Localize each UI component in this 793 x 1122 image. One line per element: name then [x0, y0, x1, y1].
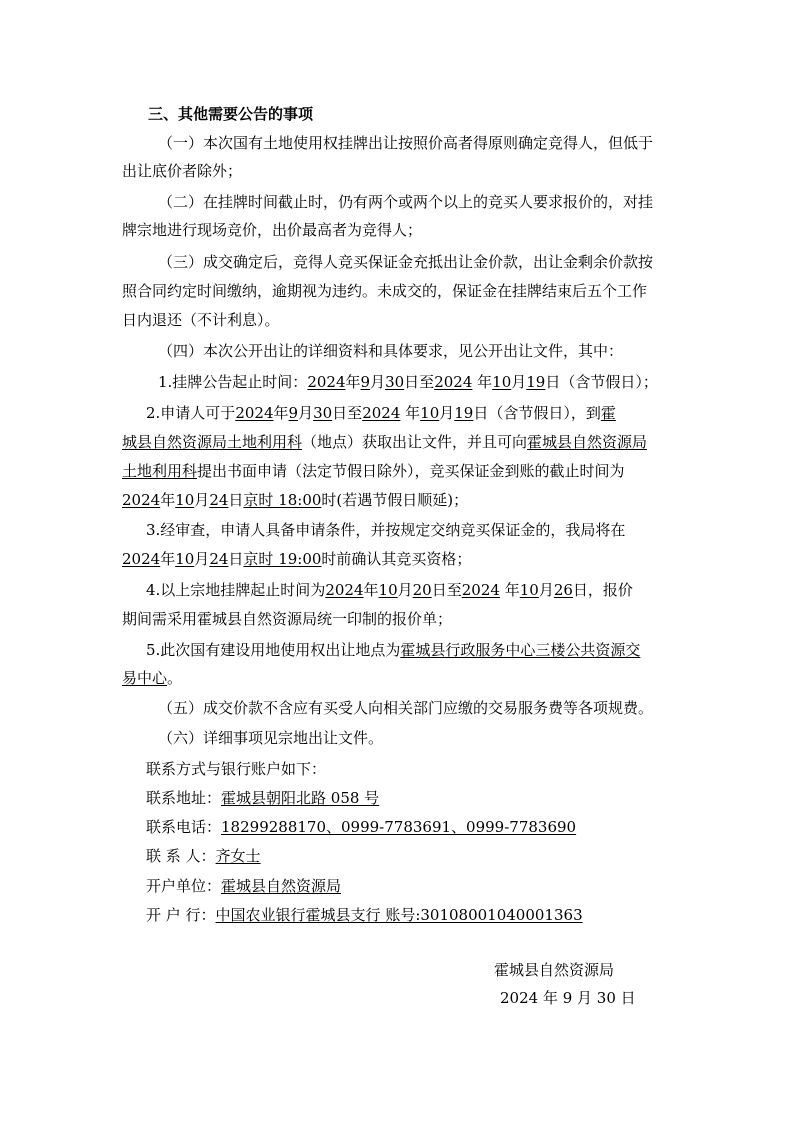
underlined-field: 2024: [122, 491, 161, 509]
text-line: [122, 220, 422, 240]
text-run: （一）本次国有土地使用权挂牌出让按照价高者得原则确定竞得人，但低于: [158, 134, 654, 152]
text-run: 月: [538, 581, 554, 599]
text-run: （地点）获取出让文件，并且可向: [302, 433, 528, 451]
underlined-field: 土地利用科: [122, 462, 198, 480]
text-line: [122, 461, 625, 481]
text-run: 2.申请人可于: [146, 404, 236, 422]
text-run: 出让底价者除外；: [122, 162, 243, 180]
underlined-field: 9: [360, 373, 371, 391]
text-line: [122, 432, 647, 452]
text-run: 日至: [332, 404, 363, 422]
text-line: [158, 192, 653, 212]
underlined-field: 霍城县自然资源局: [527, 433, 648, 451]
text-run: （二）在挂牌时间截止时，仍有两个或两个以上的竞买人要求报价的，对挂: [158, 193, 654, 211]
text-run: 开户单位：: [146, 877, 222, 895]
underlined-field: 齐女士: [215, 847, 261, 865]
text-run: 年: [160, 491, 176, 509]
underlined-field: 24: [209, 491, 229, 509]
text-line: [122, 549, 471, 569]
text-run: 日: [228, 491, 244, 509]
text-run: 日至: [404, 373, 435, 391]
signature-org: 霍城县自然资源局: [494, 961, 615, 979]
text-run: 月: [397, 581, 413, 599]
text-run: 期间需采用霍城县自然资源局统一印制的报价单；: [122, 610, 453, 628]
text-line: [158, 698, 653, 718]
text-line: [158, 133, 653, 153]
text-line: [122, 281, 647, 301]
text-line: [146, 520, 625, 540]
text-line: [146, 788, 379, 808]
text-line: [146, 817, 576, 837]
text-run: 联系电话：: [146, 818, 222, 836]
text-line: [146, 846, 261, 866]
underlined-field: 京时 19:00: [243, 550, 322, 568]
text-run: 日（含节假日）；: [545, 373, 658, 391]
text-run: 日，报价: [572, 581, 633, 599]
underlined-field: 9: [288, 404, 299, 422]
underlined-field: 2024: [235, 404, 274, 422]
text-run: 3.经审查，申请人具备申请条件，并按规定交纳竞买保证金的，我局将在: [146, 521, 626, 539]
text-run: 月: [370, 373, 386, 391]
text-run: 日: [228, 550, 244, 568]
underlined-field: 24: [209, 550, 229, 568]
underlined-field: 19: [454, 404, 474, 422]
text-line: [158, 341, 623, 361]
text-line: [158, 728, 383, 748]
underlined-field: 2024: [461, 581, 500, 599]
text-line: [122, 609, 452, 629]
text-run: 月: [194, 550, 210, 568]
text-line: [146, 759, 326, 779]
underlined-field: 2024: [307, 373, 346, 391]
text-run: 年: [273, 404, 289, 422]
text-run: 开 户 行：: [146, 906, 216, 924]
underlined-field: 2024: [325, 581, 364, 599]
text-run: 联系方式与银行账户如下：: [146, 760, 327, 778]
text-run: 时(若遇节假日顺延)；: [321, 491, 469, 509]
text-run: 1.挂牌公告起止时间：: [158, 373, 308, 391]
text-line: [146, 876, 341, 896]
underlined-field: 10: [175, 491, 195, 509]
text-run: 年: [472, 373, 493, 391]
signature-date: 2024 年 9 月 30 日: [500, 989, 636, 1007]
text-run: 月: [298, 404, 314, 422]
underlined-field: 10: [519, 581, 539, 599]
underlined-field: 19: [526, 373, 546, 391]
text-run: 。: [167, 669, 183, 687]
underlined-field: 26: [553, 581, 573, 599]
text-line: [146, 580, 633, 600]
underlined-field: 京时 18:00: [243, 491, 322, 509]
underlined-field: 30: [313, 404, 333, 422]
text-run: 月: [511, 373, 527, 391]
text-run: 年: [499, 581, 520, 599]
text-line: [122, 310, 280, 330]
text-line: [146, 640, 640, 660]
underlined-field: 10: [175, 550, 195, 568]
underlined-field: 霍: [600, 404, 616, 422]
underlined-field: 中国农业银行霍城县支行 账号:30108001040001363: [215, 906, 583, 924]
text-run: 4.以上宗地挂牌起止时间为: [146, 581, 326, 599]
underlined-field: 30: [385, 373, 405, 391]
text-run: 日（含节假日），到: [473, 404, 601, 422]
text-run: 月: [439, 404, 455, 422]
text-run: 照合同约定时间缴纳，逾期视为违约。未成交的，保证金在挂牌结束后五个工作: [122, 282, 648, 300]
text-line: [122, 490, 468, 510]
underlined-field: 10: [492, 373, 512, 391]
text-line: [146, 403, 616, 423]
text-line: [122, 668, 182, 688]
section-heading: 三、其他需要公告的事项: [148, 105, 314, 123]
text-run: （六）详细事项见宗地出让文件。: [158, 729, 384, 747]
underlined-field: 霍城县行政服务中心三楼公共资源交: [400, 641, 641, 659]
text-run: 5.此次国有建设用地使用权出让地点为: [146, 641, 401, 659]
underlined-field: 20: [412, 581, 432, 599]
underlined-field: 10: [420, 404, 440, 422]
text-run: 牌宗地进行现场竞价，出价最高者为竞得人；: [122, 221, 423, 239]
text-line: [158, 252, 653, 272]
underlined-field: 易中心: [122, 669, 168, 687]
underlined-field: 2024: [122, 550, 161, 568]
text-run: 年: [345, 373, 361, 391]
text-line: [122, 161, 242, 181]
text-run: 时前确认其竞买资格；: [321, 550, 472, 568]
text-run: 日内退还（不计利息）。: [122, 311, 280, 329]
underlined-field: 2024: [362, 404, 401, 422]
underlined-field: 霍城县朝阳北路 058 号: [221, 789, 380, 807]
underlined-field: 18299288170、0999-7783691、0999-7783690: [221, 818, 577, 836]
text-run: （三）成交确定后，竞得人竞买保证金充抵出让金价款，出让金剩余价款按: [158, 253, 654, 271]
text-run: 月: [194, 491, 210, 509]
underlined-field: 2024: [434, 373, 473, 391]
text-run: 年: [160, 550, 176, 568]
text-run: （四）本次公开出让的详细资料和具体要求，见公开出让文件，其中：: [158, 342, 624, 360]
text-run: （五）成交价款不含应有买受人向相关部门应缴的交易服务费等各项规费。: [158, 699, 654, 717]
text-run: 日至: [431, 581, 462, 599]
text-run: 提出书面申请（法定节假日除外），竞买保证金到账的截止时间为: [197, 462, 625, 480]
text-run: 年: [400, 404, 421, 422]
text-line: [158, 372, 658, 392]
text-run: 联 系 人：: [146, 847, 216, 865]
text-run: 联系地址：: [146, 789, 222, 807]
underlined-field: 10: [378, 581, 398, 599]
underlined-field: 城县自然资源局土地利用科: [122, 433, 303, 451]
text-run: 年: [363, 581, 379, 599]
underlined-field: 霍城县自然资源局: [221, 877, 342, 895]
text-line: [146, 905, 583, 925]
